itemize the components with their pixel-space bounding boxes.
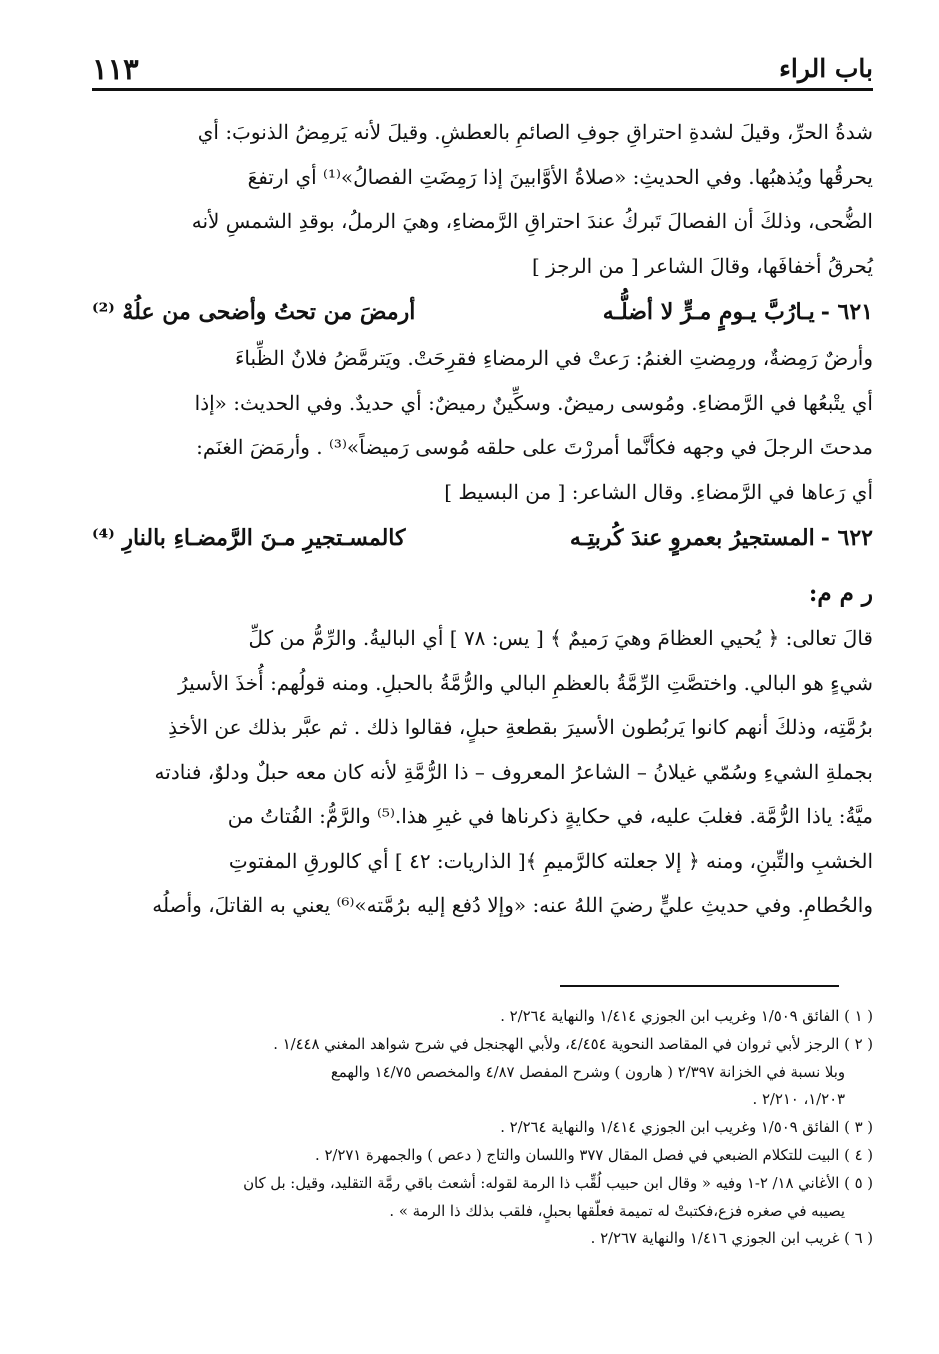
verse-hemistich-1: المستجيرُ بعمروٍ عندَ كُربتِـه xyxy=(569,525,815,551)
verse-621 xyxy=(92,288,873,336)
footnote-4: ( ٤ ) البيت للتكلام الضبعي في فصل المقال ٣٧٧ واللسان والتاج ( دعص ) والجمهرة ٢/٢٧١ . xyxy=(315,1146,873,1164)
verse-622 xyxy=(92,514,873,562)
verse-hemistich-2: أرمضَ من تحتُ وأضحى من علُهْ ⁽²⁾ xyxy=(92,299,416,325)
text-line: وأرضٌ رَمِضةٌ، ورمِضتِ الغنمُ: رَعتْ في الرمضاءِ فقرِحَتْ. ويَترمَّضُ فلانٌ الظِّباءَ xyxy=(235,346,873,370)
footnote-1: ( ١ ) الفائق ١/٥٠٩ وغريب ابن الجوزي ١/٤١٤ والنهاية ٢/٢٦٤ . xyxy=(500,1008,873,1025)
verse-number: ٦٢١ - xyxy=(820,299,873,325)
chapter-title: باب الراء xyxy=(779,54,873,83)
text-line: أي يتْبعُها في الرَّمضاءِ. ومُوسى رميضٌ. وسكِّينٌ رميضٌ: أي حديدٌ. وفي الحديث: «إذا xyxy=(194,390,873,415)
text-line: أي رَعاها في الرَّمضاءِ. وقال الشاعر: [ من البسيط ] xyxy=(444,479,873,504)
footnote-5: ( ٥ ) الأغاني ١٨/ ٢-١ وفيه « وقال ابن حبيب لُقِّب ذا الرمة لقوله: أشعث باقي رمَّة التقليد، وقيل: بل كان xyxy=(243,1174,873,1192)
text-line: شدةُ الحرِّ، وقيلَ لشدةِ احتراقِ جوفِ الصائمِ بالعطشِ. وقيلَ لأنه يَرمِضُ الذنوبَ: أي xyxy=(197,120,873,144)
footnote-2-continuation: ١/٢٠٣، ٢/٢١٠ . xyxy=(752,1091,845,1109)
footnote-6: ( ٦ ) غريب ابن الجوزي ١/٤١٦ والنهاية ٢/٢٦٧ . xyxy=(590,1230,873,1248)
main-text xyxy=(92,110,873,928)
text-line: قالَ تعالى: ﴿ يُحيي العظامَ وهيَ رَميمٌ ﴾ [ يس: ٧٨ ] أي الباليةُ. والرِّمُّ من كلِّ xyxy=(248,626,873,650)
text-line: بجملةِ الشيءِ وسُمّي غيلانُ – الشاعرُ المعروف – ذا الرُّمَّةِ لأنه كان معه حبلٌ ودلوٌ، فنادته xyxy=(154,759,873,784)
paragraph-2 xyxy=(92,336,873,514)
text-line: يُحرقُ أخفافَها، وقالَ الشاعر [ من الرجز ] xyxy=(531,253,873,278)
verse-hemistich-1: يـارُبَّ يـومٍ مـرٍّ لا أضلُّـه xyxy=(602,299,815,325)
page-header xyxy=(92,50,873,91)
footnote-2-continuation: وبلا نسبة في الخزانة ٢/٣٩٧ ( هارون ) وشرح المفصل ٤/٨٧ والمخصص ١٤/٧٥ والهمع xyxy=(330,1063,845,1081)
text-line: يحرقُها ويُذهبُها. وفي الحديثِ: «صلاةُ الأوَّابينَ إذا رَمِضَتِ الفصالُ»⁽¹⁾ أي ارتفعَ xyxy=(247,164,873,189)
footnotes xyxy=(92,1003,873,1253)
footnote-divider xyxy=(560,985,839,987)
verse-hemistich-2: كالمسـتجيرِ مـنَ الرَّمضـاءِ بالنارِ ⁽⁴⁾ xyxy=(92,525,406,551)
footnote-3: ( ٣ ) الفائق ١/٥٠٩ وغريب ابن الجوزي ١/٤١٤ والنهاية ٢/٢٦٤ . xyxy=(500,1119,873,1137)
footnote-5-continuation: يصيبه في صغره فزع،فكتبتْ له تميمة فعلّقها بحبلٍ، فلقب بذلك ذا الرمة » . xyxy=(389,1202,845,1220)
paragraph-3 xyxy=(92,616,873,928)
text-line: مدحتَ الرجلَ في وجهه فكأنَّما أمررْتَ على حلقه مُوسى رَميضاً»⁽³⁾ . وأرمَضَ الغنَم: xyxy=(196,435,873,459)
verse-number: ٦٢٢ - xyxy=(820,525,873,551)
page-number: ١١٣ xyxy=(92,52,139,86)
text-line: الضُّحى، وذلكَ أن الفصالَ تَبركُ عندَ احتراقِ الرَّمضاءِ، وهيَ الرملُ، بوقدِ الشمسِ لأنه xyxy=(191,209,873,233)
text-line: برُمَّتِه، وذلكَ أنهم كانوا يَربُطون الأسيرَ بقطعةِ حبلٍ، فقالوا ذلك . ثم عبَّر بذلك عن الأخذِ xyxy=(168,715,873,739)
paragraph-1 xyxy=(92,110,873,288)
root-heading: ر م م: xyxy=(808,580,873,607)
text-line: والحُطامِ. وفي حديثِ عليٍّ رضيَ اللهُ عنه: «وإلا دُفع إليه برُمَّته»⁽⁶⁾ يعني به القاتلَ، وأصلُه xyxy=(152,893,873,917)
text-line: ميَّةُ: ياذا الرُّمَّة. فغلبَ عليه، في حكايةٍ ذكرناها في غيرِ هذا.⁽⁵⁾ والرَّمُّ: الفُتاتُ من xyxy=(227,804,873,828)
text-line: الخشبِ والتِّبنِ، ومنه ﴿ إلا جعلته كالرَّميمِ ﴾[ الذاريات: ٤٢ ] أي كالورقِ المفتوتِ xyxy=(228,848,873,873)
text-line: شيءٍ هو البالي. واختصَّتِ الرِّمَّةُ بالعظمِ البالي والرُّمَّةُ بالحبلِ. ومنه قولُهم: أُخذَ الأسيرُ xyxy=(178,670,873,695)
footnote-2: ( ٢ ) الرجز لأبي ثروان في المقاصد النحوية ٤/٤٥٤، ولأبي الهجنجل في شرح شواهد المغني ١/٤٤٨ . xyxy=(273,1035,873,1053)
